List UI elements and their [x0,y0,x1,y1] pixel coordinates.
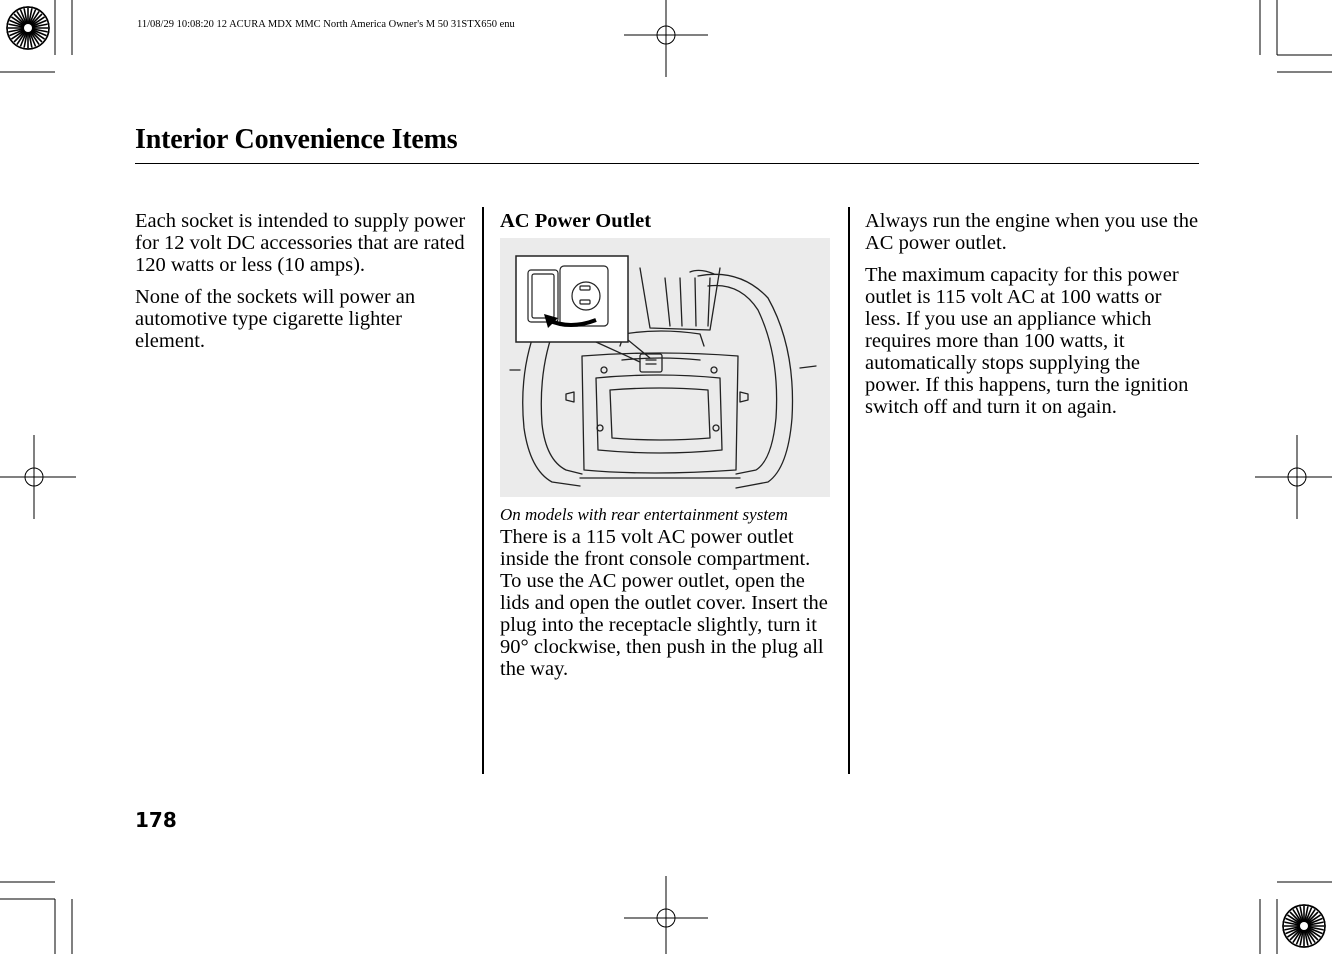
paragraph: The maximum capacity for this power outlet is 115 volt AC at 100 watts or less. If you use an appliance which requires more than 100 watts, it automatically stops supplying the power. If this happens, turn the ignition switch off and turn it on again. [865,264,1189,418]
print-info: 11/08/29 10:08:20 12 ACURA MDX MMC North America Owner's M 50 31STX650 enu [137,19,515,30]
paragraph: Each socket is intended to supply power for 12 volt DC accessories that are rated 120 watts or less (10 amps). [135,210,466,276]
paragraph: None of the sockets will power an automotive type cigarette lighter element. [135,286,416,352]
console-outlet-illustration [500,238,830,497]
column-3 [865,210,1199,428]
column-divider-2 [848,207,850,774]
console-illustration-drawing [500,238,830,497]
section-heading: AC Power Outlet [500,210,652,232]
column-2 [500,210,830,680]
column-divider-1 [482,207,484,774]
column-1 [135,210,475,362]
title-rule [135,163,1199,164]
paragraph: Always run the engine when you use the AC power outlet. [865,210,1199,254]
paragraph: There is a 115 volt AC power outlet inside the front console compartment. To use the AC power outlet, open the lids and open the outlet cover. Insert the plug into the receptacle slightly, turn it 90° clockwise, then push in the plug all the way. [500,526,828,680]
page-number: 178 [135,808,177,832]
figure-caption: On models with rear entertainment system [500,505,788,524]
page-title: Interior Convenience Items [135,124,458,155]
